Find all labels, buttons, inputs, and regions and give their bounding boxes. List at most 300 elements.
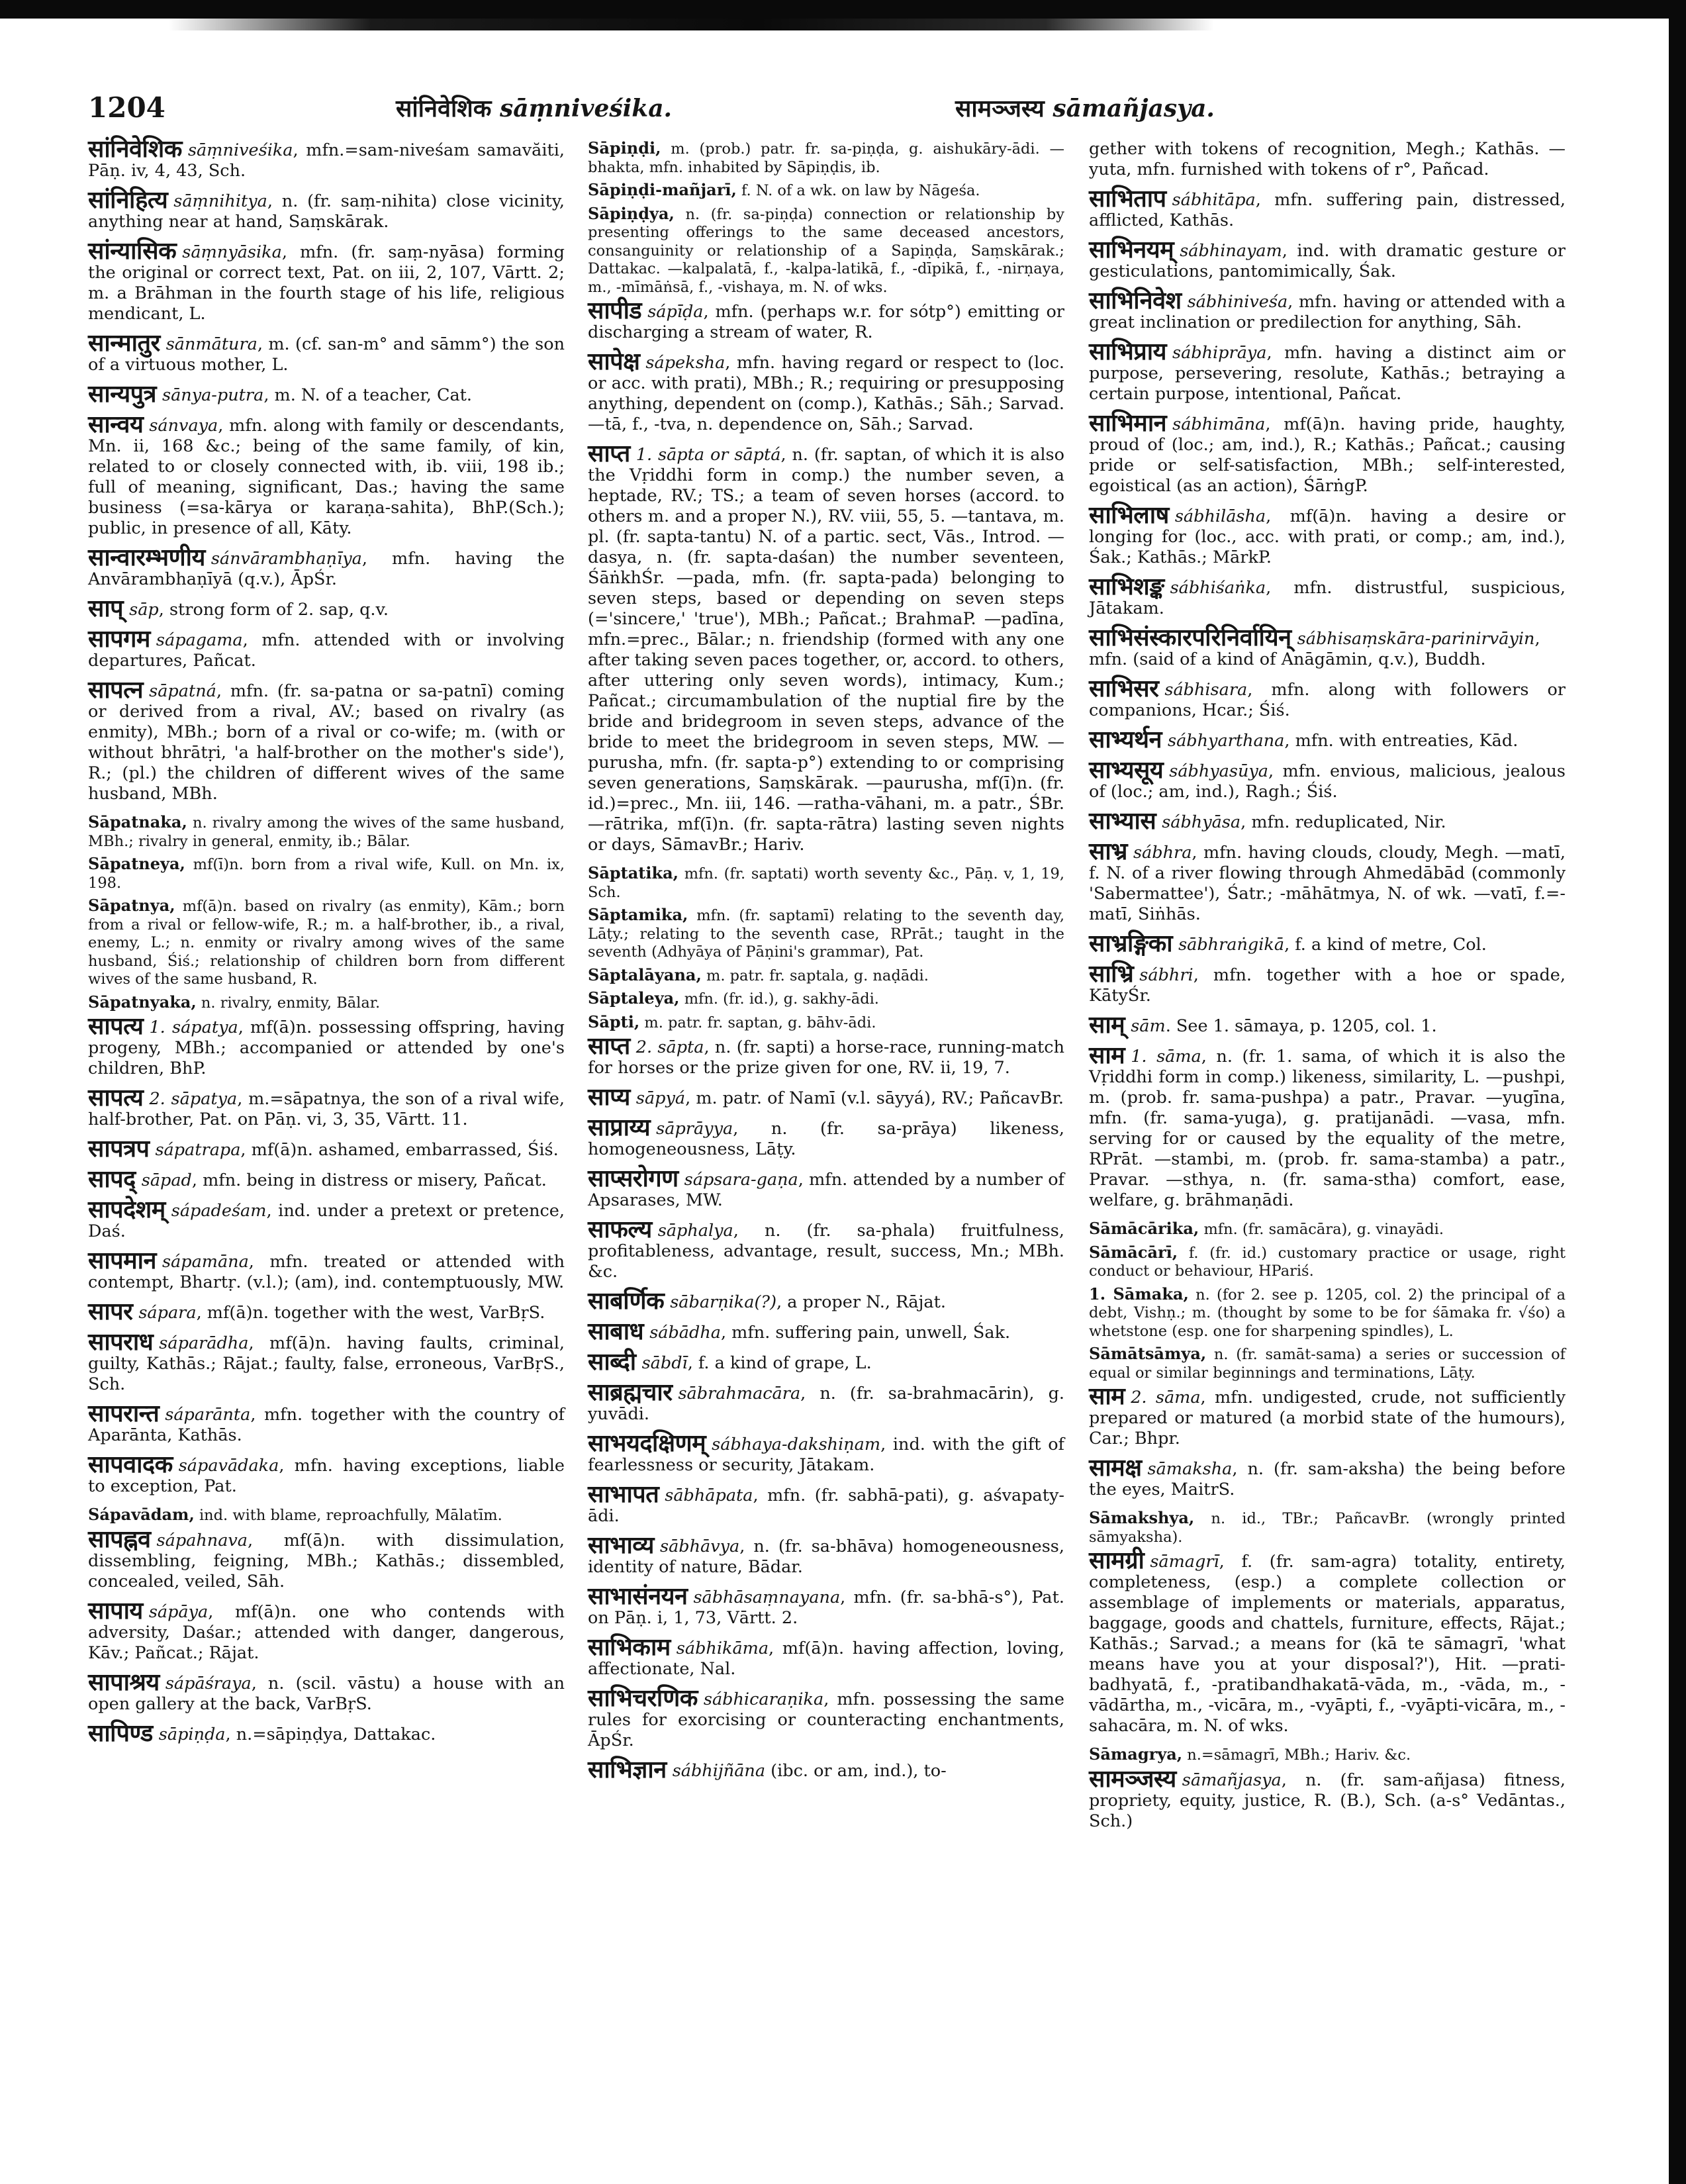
dictionary-entry [1089,1042,1566,1211]
dictionary-entry [88,1329,565,1395]
entry-definition: , mfn. together with a hoe or spade, KātyŚr. [1089,965,1566,1006]
dictionary-entry [588,1033,1065,1078]
headword-transliteration: sápagama [156,630,243,650]
headword-devanagari: साप्त [588,1033,630,1060]
subentry-headword: Sāptatika, [588,863,679,882]
headword-devanagari: सापवादक [88,1451,173,1478]
headword-transliteration: sábhisara [1164,680,1248,700]
entry-definition: , mfn. having clouds, cloudy, Megh. —matī, f. N. of a river flowing through Ahmedābād (commonly 'Sabermattee'), Śatr.; -māhātmya, N. of wk. —vatī, f.=-matī, Siṅhās. [1089,843,1566,924]
headword-transliteration: 1. sāma [1131,1047,1201,1067]
entry-definition: mf(ī)n. born from a rival wife, Kull. on Mn. ix, 198. [88,856,565,892]
subentry-headword: Sāmakshya, [1089,1508,1195,1527]
dictionary-entry [88,238,565,324]
headword-transliteration: sábhiprāya [1172,343,1267,363]
entry-definition: , mfn. together with the country of Aparānta, Kathās. [88,1405,565,1445]
dictionary-entry [1089,185,1566,231]
dictionary-entry [1089,1454,1566,1500]
dictionary-entry [588,1165,1064,1211]
sub-entry [1089,1509,1566,1546]
entry-definition: , n. (fr. sam-añjasa) fitness, propriety, equity, justice, R. (B.), Sch. (a-s° Vedāntas., Sch.) [1089,1770,1566,1831]
headword-transliteration: sábhisaṃskāra-parinirvāyin [1297,629,1535,649]
entry-definition: , a proper N., Rājat. [776,1292,946,1312]
dictionary-entry [88,1400,565,1446]
headword-transliteration: sābhāsaṃnayana [693,1588,841,1607]
running-head-right: सामञ्जस्य sāmañjasya. [955,95,1215,122]
headword-devanagari: साभ्रङ्गिका [1089,930,1173,957]
headword-transliteration: sābhāpata [665,1486,753,1505]
entry-definition: , mfn. envious, malicious, jealous of (loc.; am, ind.), Ragh.; Śiś. [1089,761,1566,802]
sub-entry [588,906,1064,962]
entry-definition: n.=sāmagrī, MBh.; Hariv. &c. [1182,1746,1411,1764]
headword-devanagari: साभासंनयन [588,1583,688,1610]
headword-devanagari: साभिलाष [1089,502,1169,529]
subentry-headword: Sāptamika, [588,905,688,924]
headword-devanagari: सान्यपुत्र [88,381,156,408]
headword-devanagari: साभ्यर्थन [1089,726,1162,753]
sub-entry [588,205,1064,297]
entry-definition: , n. (fr. sa-phala) fruitfulness, profitableness, advantage, result, success, Mn.; MBh. &c. [588,1221,1064,1282]
headword-transliteration: sábhri [1139,965,1194,985]
sub-entry [88,993,565,1013]
entry-definition: , strong form of 2. sap, q.v. [158,600,389,620]
sub-entry [88,1505,565,1525]
headword-transliteration: sānya-putra [162,385,264,405]
headword-devanagari: सापत्य [88,1084,144,1112]
sub-entry [588,989,1064,1009]
headword-devanagari: साम् [1089,1012,1125,1039]
headword-transliteration: sāprāyya [656,1119,733,1139]
dictionary-entry [1089,961,1566,1006]
subentry-headword: Sāpti, [588,1012,640,1031]
dictionary-entry [588,1583,1064,1629]
dictionary-entry [88,136,565,181]
entry-definition: gether with tokens of recognition, Megh.; Kathās. —yuta, mfn. furnished with tokens of r°, Pañcad. [1089,139,1566,179]
headword-transliteration: sāṃniveśika [187,140,293,160]
headword-transliteration: sāmagrī [1150,1552,1219,1572]
headword-transliteration: sáparādha [159,1333,249,1353]
headword-transliteration: sábhiśaṅka [1170,578,1266,598]
dictionary-entry [88,1668,565,1715]
dictionary-entry [1089,757,1566,802]
dictionary-entry [88,1135,565,1163]
entry-definition: , mf(ā)n. together with the west, VarBṛS. [196,1303,545,1323]
entry-definition: , mf(ā)n. with dissimulation, dissembling, feigning, MBh.; Kathās.; dissembled, concealed, veiled, Sāh. [88,1530,565,1591]
dictionary-entry [1089,726,1566,753]
headword-transliteration: sábhinayam [1180,241,1282,261]
subentry-headword: Sápavādam, [88,1505,195,1524]
headword-devanagari: सामग्री [1089,1547,1145,1574]
subentry-headword: 1. Sāmaka, [1089,1284,1189,1304]
headword-devanagari: साभिमान [1089,410,1167,437]
entry-definition: , n. (fr. sa-brahmacārin), g. yuvādi. [588,1384,1064,1424]
running-head-left: सांनिवेशिक sāṃniveśika. [396,95,673,122]
sub-entry [1089,1285,1566,1341]
headword-transliteration: sābhāvya [659,1537,740,1556]
entry-definition: , n. (scil. vāstu) a house with an open gallery at the back, VarBṛS. [88,1673,565,1714]
subentry-headword: Sāmagrya, [1089,1744,1183,1764]
dictionary-entry [88,595,565,622]
headword-devanagari: साप् [88,595,124,622]
dictionary-entry [588,1288,1064,1315]
dictionary-entry [88,1196,565,1242]
entry-definition: , f. (fr. sam-agra) totality, entirety, completeness, (esp.) a complete collection or assemblage of implements or materials, apparatus, baggage, goods and chattels, furniture, effects, Rājat.; Kathās.; Sarvad.; a means for (kā te sāmagrī, 'what means have you at your disposal?'), Hit. —prati-badhyatā, f., -pratibandhakatā-vāda, m., -vāda, m., -vādārtha, m., -vicāra, m., -vyāpti, f., -vyāpti-vicāra, m., -sahacāra, m. N. of wks. [1089,1552,1566,1736]
entry-definition: , mfn. (said of a kind of Anāgāmin, q.v.), Buddh. [1089,629,1540,669]
entry-definition: , f. a kind of grape, L. [687,1353,872,1373]
headword-transliteration: sábhicaraṇika [703,1689,824,1709]
headword-devanagari: साभाव्य [588,1532,654,1559]
entry-definition: , m. (cf. san-m° and sāmm°) the son of a virtuous mother, L. [88,334,565,375]
dictionary-entry [1089,1383,1566,1449]
entry-definition: mfn. (fr. saptamī) relating to the seventh day, Lāṭy.; relating to the seventh case, RPrāt.; taught in the seventh (Adhyāya of Pāṇini's grammar), Pat. [588,907,1064,961]
sub-entry [588,966,1064,986]
headword-devanagari: साभिकाम [588,1634,671,1661]
entry-definition: , mfn. (fr. sa-bhā-s°), Pat. on Pāṇ. i, 1, 73, Vārtt. 2. [588,1588,1064,1628]
entry-definition: , mf(ā)n. having affection, loving, affectionate, Nal. [588,1638,1064,1679]
entry-definition: , mfn. having the Anvārambhaṇīyā (q.v.), ĀpŚr. [88,549,565,589]
sub-entry [88,855,565,892]
headword-devanagari: सापत्रप [88,1135,150,1163]
sub-entry [588,864,1064,902]
entry-definition: , mf(ā)n. possessing offspring, having progeny, MBh.; accompanied or attended by one's children, BhP. [88,1018,565,1078]
page-number: 1204 [88,91,165,124]
dictionary-entry [88,1247,565,1293]
headword-transliteration: sápavādaka [178,1456,279,1476]
headword-transliteration: sápsara-gaṇa [684,1170,798,1190]
headword-devanagari: सापरान्त [88,1400,160,1427]
page-header [88,91,1611,138]
dictionary-entry [88,1298,565,1325]
dictionary-entry [88,1597,565,1664]
headword-devanagari: साभयदक्षिणम् [588,1430,706,1457]
entry-definition: mfn. (fr. samācāra), g. vinayādi. [1199,1221,1444,1238]
headword-transliteration: sápāśraya [165,1673,252,1693]
headword-devanagari: साप्राय्य [588,1114,651,1141]
entry-definition: , n. (fr. saṃ-nihita) close vicinity, anything near at hand, Saṃskārak. [88,191,565,232]
dictionary-entry [588,1216,1064,1282]
dictionary-entry [588,348,1064,435]
headword-devanagari: साभ्र [1089,838,1127,865]
headword-transliteration: sām [1131,1016,1166,1036]
headword-transliteration: 1. sápatya [149,1018,238,1037]
headword-transliteration: sāpiṇḍa [158,1724,226,1744]
headword-transliteration: sábhaya-dakshiṇam [712,1435,881,1454]
dictionary-entry [588,440,1064,855]
headword-devanagari: साबर्णिक [588,1288,665,1315]
sub-entry [1089,1219,1566,1239]
entry-definition: mf(ā)n. based on rivalry (as enmity), Kām.; born from a rival or fellow-wife, R.; m. a half-brother, ib., a rival, enemy, L.; n. enmity or rivalry among wives of the same husband, Śiś.; relationship of children born from different wives of the same husband, R. [88,898,565,988]
dictionary-entry [88,187,565,232]
entry-definition: , f. a kind of metre, Col. [1284,935,1487,955]
headword-transliteration: sápahnava [156,1530,248,1550]
headword-devanagari: साभिताप [1089,185,1166,213]
headword-devanagari: साभ्रि [1089,961,1134,988]
sub-entry [88,896,565,989]
dictionary-entry [88,626,565,671]
subentry-headword: Sāmātsāmya, [1089,1344,1207,1363]
headword-transliteration: sábhyarthana [1168,731,1285,751]
dictionary-entry [1089,338,1566,404]
headword-transliteration: sāṃnihitya [173,191,267,211]
headword-devanagari: सापगम [88,626,150,653]
headword-transliteration: sāp [129,600,159,620]
dictionary-entry [88,1451,565,1497]
dictionary-entry [88,411,565,539]
headword-transliteration: sāpatná [149,681,216,701]
headword-devanagari: साभिप्राय [1089,338,1166,365]
entry-definition: , mfn. distrustful, suspicious, Jātakam. [1089,578,1566,618]
entry-definition: , ind. with the gift of fearlessness or security, Jātakam. [588,1435,1064,1475]
headword-devanagari: सामक्ष [1089,1454,1142,1482]
entry-definition: , n. (fr. saptan, of which it is also the Vṛiddhi form in comp.) the number seven, a heptade, RV.; TS.; a team of seven horses (accord. to others m. and a proper N.), RV. viii, 55, 5. —tantava, m. pl. (fr. sapta-tantu) N. of a partic. sect, Vās., Introd. —dasya, n. (fr. sapta-daśan) the number seventeen, ŚāṅkhŚr. —pada, mfn. (fr. sapta-pada) belonging to seven steps, based or depending on seven steps (='sincere,' 'true'), MBh.; Pañcat.; BrahmaP. —padīna, mfn.=prec., Bālar.; n. friendship (formed with any one after taking seven paces together, or, accord. to others, after uttering only seven words), intimacy, Kum.; Pañcat.; circumambulation of the nuptial fire by the bride and bridegroom in seven steps, advance of the bride to meet the bridegroom in seven steps, MW. —purusha, mfn. (fr. sapta-p°) extending to or comprising seven generations, Saṃskārak. —paurusha, mf(ī)n. (fr. id.)=prec., Mn. iii, 146. —ratha-vāhani, m. a patr., ŚBr. —rātrika, mf(ī)n. (fr. sapta-rātra) lasting seven nights or days, SāmavBr.; Hariv. [588,445,1064,855]
entry-definition: , mf(ā)n. having pride, haughty, proud of (loc.; am, ind.), R.; Kathās.; Pañcat.; causing pride or self-satisfaction, MBh.; self-interested, egoistical (as an action), ŚārṅgP. [1089,414,1566,496]
entry-definition: , mfn. (fr. sa-patna or sa-patnī) coming or derived from a rival, AV.; based on rivalry (as enmity), MBh.; born of a rival or co-wife; m. (with or without bhrātṛi, 'a half-brother on the mother's side'), R.; (pl.) the children of different wives of the same husband, MBh. [88,681,565,804]
headword-transliteration: sābdī [641,1353,688,1373]
headword-devanagari: सापर [88,1298,133,1325]
entry-definition: n. rivalry among the wives of the same husband, MBh.; rivalry in general, enmity, ib.; Bālar. [88,814,565,850]
entry-definition: m. patr. fr. saptan, g. bāhv-ādi. [639,1014,876,1031]
dictionary-entry [88,544,565,590]
headword-transliteration: sábhyāsa [1162,812,1241,832]
entry-definition: , mfn. treated or attended with contempt, Bhartṛ. (v.l.); (am), ind. contemptuously, MW. [88,1252,565,1292]
dictionary-entry [588,1430,1064,1476]
dictionary-entry [88,1084,565,1130]
dictionary-entry [1089,808,1566,835]
scan-right-border [1669,0,1686,2184]
entry-definition: , n. (fr. sapti) a horse-race, running-match for horses or the prize given for one, RV. ii, 19, 7. [588,1037,1065,1078]
headword-transliteration: sāmaksha [1147,1459,1233,1479]
sub-entry [588,139,1064,177]
headword-transliteration: sábhiniveśa [1187,292,1288,312]
headword-devanagari: सान्वय [88,411,144,438]
scan-top-border [0,0,1686,19]
entry-definition: f. (fr. id.) customary practice or usage, right conduct or behaviour, HPariś. [1089,1244,1566,1280]
headword-devanagari: साप्य [588,1084,630,1111]
entry-definition: , mfn. having regard or respect to (loc. or acc. with prati), MBh.; R.; requiring or presupposing anything, dependent on (comp.), Kathās.; Sāh.; Sarvad. —tā, f., -tva, n. dependence on, Sāh.; Sarvad. [588,353,1064,434]
dictionary-entry [1089,236,1566,282]
headword-transliteration: sábhijñāna [672,1761,766,1781]
headword-devanagari: साफल्य [588,1216,652,1243]
headword-devanagari: सान्मातुर [88,330,160,357]
entry-definition: m. patr. fr. saptala, g. naḍādi. [701,967,929,984]
subentry-headword: Sāpatneya, [88,854,185,873]
headword-devanagari: सापदेशम् [88,1196,165,1223]
headword-devanagari: साभिचरणिक [588,1685,698,1712]
headword-transliteration: sābrahmacāra [678,1384,801,1403]
dictionary-entry [1089,287,1566,333]
sub-entry [1089,1745,1566,1765]
subentry-headword: Sāpiṇḍya, [588,203,675,223]
dictionary-entry [88,1013,565,1079]
dictionary-entry [1089,1765,1566,1832]
dictionary-column-2 [588,139,1064,1790]
headword-devanagari: साब्रह्मचार [588,1379,673,1406]
entry-definition: , m. patr. of Namī (v.l. sāyyá), RV.; PañcavBr. [685,1088,1064,1108]
headword-devanagari: सान्वारम्भणीय [88,544,205,571]
dictionary-entry [588,297,1064,343]
headword-devanagari: सापह्नव [88,1525,151,1553]
dictionary-entry [88,1525,565,1592]
dictionary-entry [88,677,565,804]
dictionary-entry [588,1481,1064,1527]
headword-devanagari: सांनिहित्य [88,187,168,214]
headword-devanagari: सापाय [88,1597,143,1625]
headword-transliteration: sánvaya [149,416,218,436]
entry-definition: n. rivalry, enmity, Bālar. [196,994,381,1012]
dictionary-entry [588,1084,1064,1111]
subentry-headword: Sāptalāyana, [588,965,702,984]
entry-definition: , ind. with dramatic gesture or gesticulations, pantomimically, Śak. [1089,241,1566,281]
entry-definition: , n.=sāpiṇḍya, Dattakac. [225,1724,436,1744]
entry-definition: , mfn. having exceptions, liable to exception, Pat. [88,1456,565,1496]
dictionary-entry [1089,624,1566,670]
entry-definition: , mfn. possessing the same rules for exorcising or counteracting enchantments, ĀpŚr. [588,1689,1064,1750]
headword-transliteration: sāphalya [657,1221,733,1241]
entry-continuation [1089,139,1566,180]
entry-definition: , mf(ā)n. having a desire or longing for (loc., acc. with prati, or comp.; am, ind.), Śak.; Kathās.; MārkP. [1089,506,1566,567]
headword-transliteration: sábhra [1133,843,1192,863]
headword-transliteration: 2. sāpta [635,1037,704,1057]
headword-transliteration: sápatrapa [155,1140,241,1160]
headword-devanagari: साभिसर [1089,675,1159,702]
headword-devanagari: साबाध [588,1318,644,1345]
headword-transliteration: 2. sāma [1131,1388,1201,1407]
dictionary-entry [588,1114,1064,1160]
headword-devanagari: सापिण्ड [88,1719,153,1747]
headword-devanagari: साभ्यास [1089,808,1156,835]
entry-definition: , mfn. with entreaties, Kād. [1284,731,1519,751]
headword-transliteration: sábhilāsha [1174,506,1266,526]
dictionary-entry [1089,930,1566,957]
dictionary-entry [1089,838,1566,925]
headword-transliteration: sāmañjasya [1182,1770,1282,1790]
dictionary-entry [588,1349,1064,1376]
entry-definition: n. (fr. sa-piṇḍa) connection or relationship by presenting offerings to the same deceased ancestors, consanguinity or relationship of a Sapiṇḍa, Saṃskārak.; Dattakac. —kalpalatā, f., -kalpa-latikā, f., -dīpikā, f., -nirṇaya, m., -mīmāṅsā, f., -vishaya, m. N. of wks. [588,205,1064,296]
entry-definition: , n. (fr. sa-bhāva) homogeneousness, identity of nature, Bādar. [588,1537,1064,1577]
entry-definition: , mfn. suffering pain, distressed, afflicted, Kathās. [1089,190,1566,230]
entry-definition: , mfn.=sam-niveśam samavăiti, Pāṇ. iv, 4, 43, Sch. [88,140,565,181]
headword-transliteration: sápeksha [645,353,726,373]
headword-transliteration: sābhraṅgikā [1178,935,1285,955]
subentry-headword: Sāptaleya, [588,988,680,1008]
sub-entry [88,813,565,851]
headword-transliteration: sānmātura [165,334,258,354]
dictionary-entry [88,1166,565,1193]
headword-devanagari: साभिसंस्कारपरिनिर्वायिन् [1089,624,1291,651]
headword-transliteration: 1. sāpta or sāptá [635,445,781,465]
entry-definition: , n. (fr. 1. sama, of which it is also the Vṛiddhi form in comp.) likeness, similarity, L. —pushpi, m. (prob. fr. sama-pushpa) a patr., Pravar. —yugīna, mfn. (fr. sama-yuga), g. pratijanādi. —vasa, mfn. serving for or caused by the equality of the metre, RPrāt. —stambi, m. (prob. fr. sama-stamba) a patr., Pravar. —sthya, n. (fr. sama-stha) comfort, ease, welfare, g. brāhmaṇādi. [1089,1047,1566,1210]
subentry-headword: Sāpiṇḍi-mañjarī, [588,180,737,199]
headword-transliteration: sábādha [649,1323,721,1343]
entry-definition: (ibc. or am, ind.), to- [765,1761,947,1781]
subentry-headword: Sāmācārika, [1089,1219,1199,1238]
headword-transliteration: sāpyá [635,1088,686,1108]
headword-devanagari: साभिनिवेश [1089,287,1182,314]
headword-transliteration: sábhimāna [1172,414,1266,434]
headword-devanagari: साभापत [588,1481,659,1508]
headword-transliteration: sápīḍa [647,302,704,322]
headword-devanagari: साप्सरोगण [588,1165,679,1192]
dictionary-entry [1089,410,1566,497]
entry-definition: , mfn. reduplicated, Nir. [1241,812,1446,832]
headword-transliteration: 2. sāpatya [149,1089,238,1109]
dictionary-entry [588,1318,1064,1345]
dictionary-column-1 [88,136,565,1754]
headword-devanagari: सामञ्जस्य [1089,1765,1176,1793]
entry-definition: , mfn. suffering pain, unwell, Śak. [720,1323,1011,1343]
entry-definition: , m. N. of a teacher, Cat. [263,385,473,405]
entry-definition: , mf(ā)n. having faults, criminal, guilty, Kathās.; Rājat.; faulty, false, erroneous, VarBṛS., Sch. [88,1333,565,1394]
entry-definition: , n. (fr. sam-aksha) the being before the eyes, MaitrS. [1089,1459,1566,1499]
dictionary-entry [1089,1547,1566,1736]
entry-definition: ind. with blame, reproachfully, Mālatīm. [194,1507,502,1524]
headword-devanagari: सापद् [88,1166,136,1193]
entry-definition: , mfn. along with family or descendants, Mn. ii, 168 &c.; being of the same family, of kin, related to or closely connected with, ib. viii, 198 ib.; full of meaning, significant, Das.; having the same business (=sa-kārya or karaṇa-sahita), BhP.(Sch.); public, in presence of all, Kāty. [88,416,565,538]
headword-devanagari: सापमान [88,1247,156,1274]
headword-transliteration: sápara [138,1303,197,1323]
headword-transliteration: sāpad [141,1170,192,1190]
headword-transliteration: sábhyasūya [1169,761,1268,781]
entry-definition: mfn. (fr. saptati) worth seventy &c., Pāṇ. v, 1, 19, Sch. [588,865,1064,901]
subentry-headword: Sāpatnya, [88,896,175,915]
dictionary-entry [1089,675,1566,721]
entry-definition: , mfn. attended by a number of Apsarases, MW. [588,1170,1064,1210]
entry-definition: , mfn. (fr. saṃ-nyāsa) forming the original or correct text, Pat. on iii, 2, 107, Vārtt. 2; m. a Brāhman in the fourth stage of his life, religious mendicant, L. [88,242,565,324]
sub-entry [1089,1345,1566,1382]
headword-devanagari: साब्दी [588,1349,636,1376]
subentry-headword: Sāpiṇḍi, [588,138,661,158]
entry-definition: m. (prob.) patr. fr. sa-piṇḍa, g. aishukāry-ādi. —bhakta, mfn. inhabited by Sāpiṇḍis, ib. [588,140,1064,176]
headword-devanagari: साभ्यसूय [1089,757,1164,784]
dictionary-entry [588,1532,1064,1578]
entry-definition: , m.=sāpatnya, the son of a rival wife, half-brother, Pat. on Pāṇ. vi, 3, 35, Vārtt. 11. [88,1089,565,1129]
headword-transliteration: sábhikāma [676,1638,769,1658]
entry-definition: , mfn. attended with or involving departures, Pañcat. [88,630,565,671]
headword-transliteration: sápāya [148,1601,209,1622]
headword-devanagari: सापेक्ष [588,348,640,375]
headword-transliteration: sábhitāpa [1172,190,1256,210]
entry-definition: , mfn. (perhaps w.r. for sótp°) emitting or discharging a stream of water, R. [588,302,1064,342]
dictionary-entry [588,1379,1064,1425]
headword-devanagari: सापाश्रय [88,1668,160,1696]
dictionary-entry [588,1685,1064,1751]
headword-transliteration: sápadeśam [171,1201,267,1221]
headword-devanagari: साप्त [588,440,630,467]
headword-devanagari: साभिशङ्क [1089,573,1164,600]
headword-devanagari: साम [1089,1042,1125,1069]
entry-definition: n. id., TBr.; PañcavBr. (wrongly printed sāmyaksha). [1089,1510,1566,1546]
dictionary-entry [1089,573,1566,619]
dictionary-entry [588,1634,1064,1680]
entry-definition: , mfn. being in distress or misery, Pañcat. [191,1170,547,1190]
headword-transliteration: sánvārambhaṇīya [211,549,362,569]
entry-definition: , mfn. having a distinct aim or purpose, persevering, resolute, Kathās.; betraying a certain purpose, intentional, Pañcat. [1089,343,1566,404]
entry-definition: , mfn. (fr. sabhā-pati), g. aśvapaty-ādi. [588,1486,1064,1526]
dictionary-entry [88,381,565,408]
headword-devanagari: सापीड [588,297,642,324]
entry-definition: , mfn. having or attended with a great inclination or predilection for anything, Sāh. [1089,292,1566,332]
headword-devanagari: सांन्यासिक [88,238,177,265]
headword-transliteration: sābarṇika(?) [670,1292,777,1312]
headword-transliteration: sápamāna [162,1252,249,1272]
headword-devanagari: सापराध [88,1329,154,1356]
entry-definition: f. N. of a wk. on law by Nāgeśa. [736,182,980,199]
entry-definition: , n. (fr. sa-prāya) likeness, homogeneousness, Lāṭy. [588,1119,1064,1159]
entry-definition: , mfn. along with followers or companions, Hcar.; Śiś. [1089,680,1566,720]
entry-definition: n. (fr. samāt-sama) a series or succession of equal or similar beginnings and terminations, Lāṭy. [1089,1346,1566,1382]
entry-definition: , mf(ā)n. ashamed, embarrassed, Śiś. [240,1140,559,1160]
sub-entry [1089,1243,1566,1281]
headword-transliteration: sáparānta [165,1405,251,1425]
